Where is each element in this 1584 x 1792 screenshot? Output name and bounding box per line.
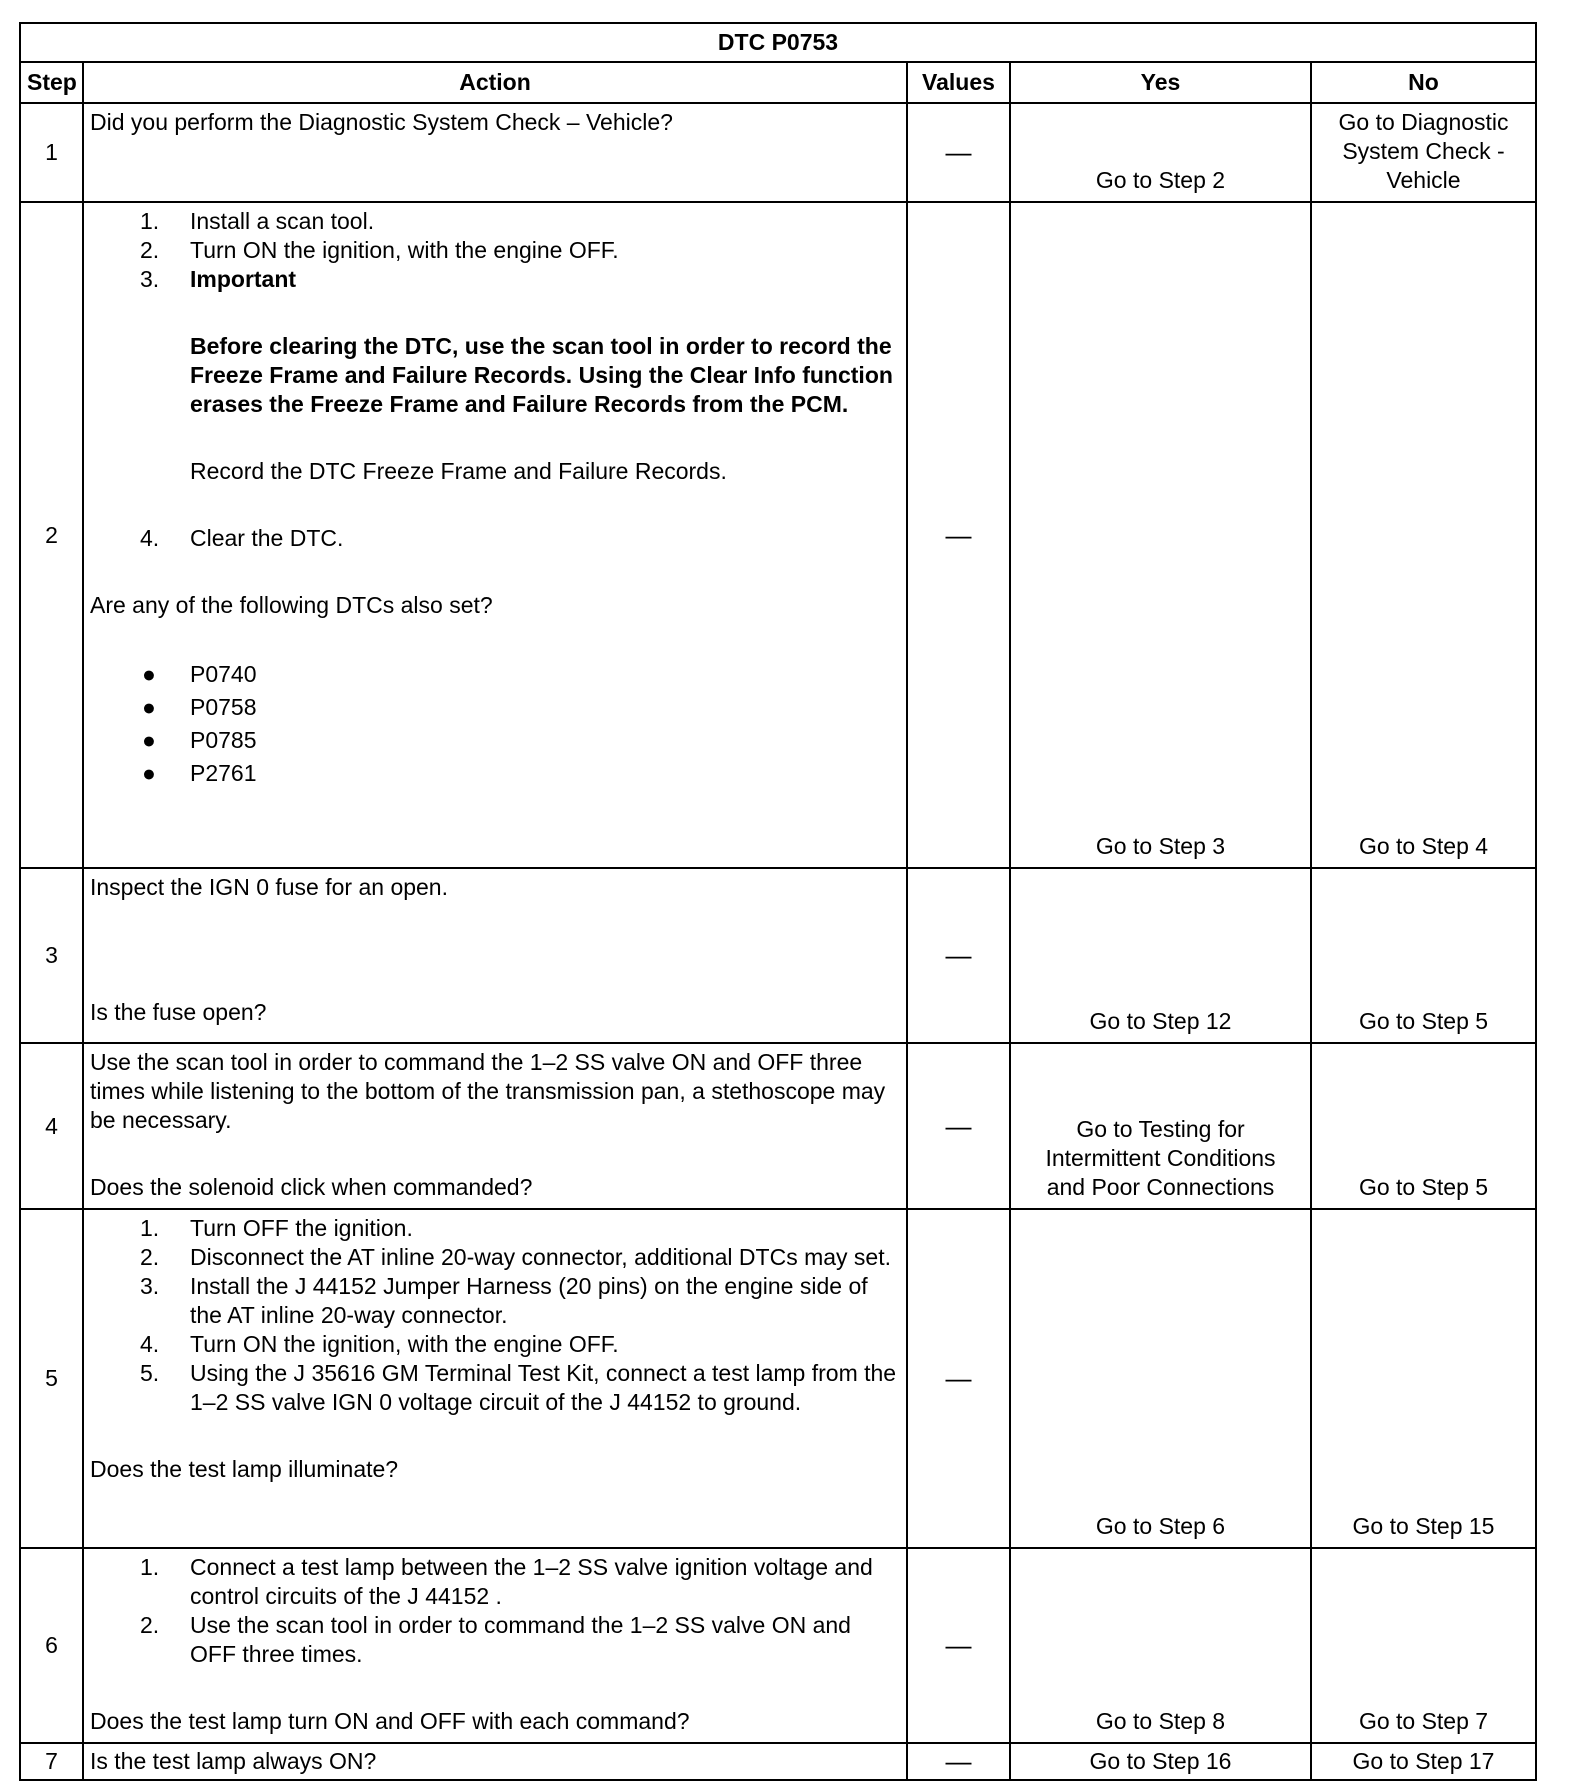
values-cell: — [907,1209,1010,1548]
step-number: 2 [20,202,83,868]
values-cell: — [907,1743,1010,1780]
values-cell: — [907,1548,1010,1743]
action-cell [83,103,907,202]
no-cell: Go to Diagnostic System Check - Vehicle [1311,103,1536,202]
no-cell: Go to Step 5 [1311,1043,1536,1209]
yes-cell: Go to Step 16 [1010,1743,1311,1780]
no-cell: Go to Step 5 [1311,868,1536,1043]
step-number: 1 [20,103,83,202]
list-item: 4. Clear the DTC. [140,525,344,551]
list-item: 4. Turn ON the ignition, with the engine OFF. [140,1331,619,1357]
step-number: 5 [20,1209,83,1548]
action-cell [83,868,907,1043]
header-no: No [1311,62,1536,103]
list-item: 3. Install the J 44152 Jumper Harness (20 pins) on the engine side of the AT inline 20-way connector. [140,1273,868,1328]
step-number: 4 [20,1043,83,1209]
action-text: Use the scan tool in order to command the 1–2 SS valve ON and OFF three times while listening to the bottom of the transmission pan, a stethoscope may be necessary. [90,1049,886,1133]
question-text: Are any of the following DTCs also set? [90,592,493,618]
action-cell [83,1743,907,1780]
question-text: Is the fuse open? [90,999,267,1025]
values-cell: — [907,868,1010,1043]
question-text: Did you perform the Diagnostic System Check – Vehicle? [90,109,673,135]
table-row [20,202,1536,868]
header-yes: Yes [1010,62,1311,103]
list-item: 2. Turn ON the ignition, with the engine OFF. [140,237,619,263]
record-text: Record the DTC Freeze Frame and Failure Records. [190,458,727,484]
yes-cell: Go to Step 6 [1010,1209,1311,1548]
table-title: DTC P0753 [20,23,1536,62]
yes-cell: Go to Step 2 [1010,103,1311,202]
diagnostic-table [19,22,1537,1781]
table-row [20,868,1536,1043]
list-item: ● P0785 [142,727,257,753]
list-item: 2. Disconnect the AT inline 20-way connector, additional DTCs may set. [140,1244,891,1270]
no-cell: Go to Step 7 [1311,1548,1536,1743]
action-steps [90,1553,900,1669]
values-cell: — [907,1043,1010,1209]
yes-cell: Go to Testing for Intermittent Conditions and Poor Connections [1010,1043,1311,1209]
action-cell [83,1209,907,1548]
yes-cell: Go to Step 3 [1010,202,1311,868]
step-number: 3 [20,868,83,1043]
list-item: 1. Install a scan tool. [140,208,375,234]
yes-cell: Go to Step 12 [1010,868,1311,1043]
list-item: 3. Important Before clearing the DTC, use the scan tool in order to record the Freeze Frame and Failure Records. Using the Clear Info function erases the Freeze Frame and Failure Records from the PCM. Record the DTC Freeze Frame and Failure Records. [90,265,900,486]
question-text: Does the solenoid click when commanded? [90,1174,533,1200]
list-item: ● P0740 [142,661,257,687]
values-cell: — [907,202,1010,868]
important-note: Before clearing the DTC, use the scan tool in order to record the Freeze Frame and Failure Records. Using the Clear Info function erases the Freeze Frame and Failure Records from the PCM. [190,333,893,417]
question-text: Does the test lamp illuminate? [90,1456,399,1482]
important-label: Important [190,266,297,292]
action-cell [83,1043,907,1209]
yes-cell: Go to Step 8 [1010,1548,1311,1743]
table-row [20,1548,1536,1743]
list-item: 5. Using the J 35616 GM Terminal Test Kit, connect a test lamp from the 1–2 SS valve IGN 0 voltage circuit of the J 44152 to ground. [140,1360,897,1415]
list-item: 2. Use the scan tool in order to command the 1–2 SS valve ON and OFF three times. [140,1612,851,1667]
list-item: 1. Turn OFF the ignition. [140,1215,413,1241]
step-number: 7 [20,1743,83,1780]
values-cell: — [907,103,1010,202]
action-text: Inspect the IGN 0 fuse for an open. [90,874,448,900]
no-cell: Go to Step 17 [1311,1743,1536,1780]
list-item: ● P0758 [142,694,257,720]
action-cell [83,1548,907,1743]
question-text: Does the test lamp turn ON and OFF with each command? [90,1708,690,1734]
action-steps [90,1214,900,1417]
table-row [20,103,1536,202]
action-steps [90,207,900,553]
action-cell [83,202,907,868]
header-values: Values [907,62,1010,103]
header-action: Action [83,62,907,103]
table-row [20,1043,1536,1209]
no-cell: Go to Step 15 [1311,1209,1536,1548]
dtc-list [90,658,900,790]
list-item: ● P2761 [142,760,257,786]
question-text: Is the test lamp always ON? [90,1748,377,1774]
no-cell: Go to Step 4 [1311,202,1536,868]
table-row [20,1743,1536,1780]
table-row [20,1209,1536,1548]
list-item: 1. Connect a test lamp between the 1–2 SS valve ignition voltage and control circuits of the J 44152 . [140,1554,873,1609]
header-step: Step [20,62,83,103]
step-number: 6 [20,1548,83,1743]
